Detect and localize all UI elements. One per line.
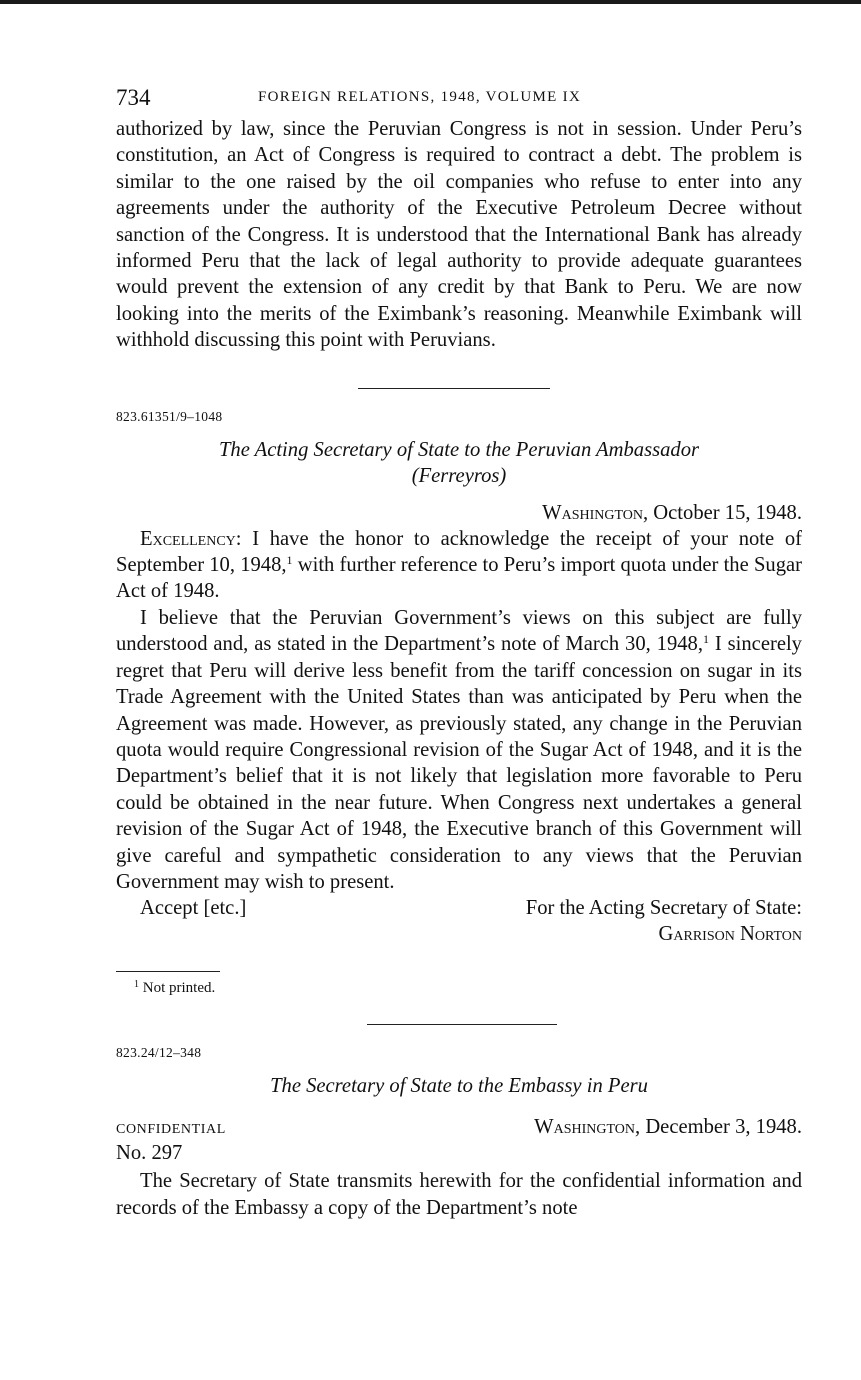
- footnote-reference: 1: [703, 632, 709, 647]
- dateline: [534, 1114, 802, 1140]
- footnote-mark: 1: [134, 979, 139, 991]
- document-823-61351: [116, 409, 802, 998]
- letter-closing: [116, 895, 802, 947]
- paragraph-text: with further reference to Peru’s import quota under the Sugar Act of 1948.: [116, 554, 802, 603]
- document-heading: [116, 437, 802, 489]
- signature-authority: For the Acting Secretary of State:: [525, 897, 802, 920]
- classification-marking: CONFIDENTIAL: [116, 1122, 226, 1138]
- body-paragraph: The Secretary of State transmits herewith for the confidential information and records of the Embassy a copy of the Department’s note: [116, 1170, 802, 1219]
- paragraph-text: I believe that the Peruvian Government’s views on this subject are fully understood and, as stated in the Department’s note of March 30, 1948,: [116, 606, 802, 656]
- heading-recipient-name: (Ferreyros): [411, 464, 507, 487]
- file-number: 823.61351/9–1048: [116, 408, 223, 424]
- page-top-edge: [0, 0, 861, 4]
- document-number: No. 297: [116, 1142, 183, 1165]
- document-page: [116, 80, 802, 1221]
- classification-dateline-row: [116, 1114, 802, 1140]
- file-number: 823.24/12–348: [116, 1045, 202, 1061]
- section-divider: [367, 1024, 557, 1025]
- heading-line: The Acting Secretary of State to the Peruvian Ambassador: [218, 438, 700, 461]
- footnote-reference: 1: [286, 553, 293, 568]
- page-header: [116, 80, 802, 116]
- section-divider: [358, 388, 550, 389]
- signer-name: Garrison Norton: [658, 923, 802, 946]
- continuation-paragraph: authorized by law, since the Peruvian Congress is not in session. Under Peru’s constitution, an Act of Congress is required to contract a debt. The problem is similar to the one raised by the oil companies who refuse to enter into any agreements under the authority of the Executive Petroleum Decree without sanction of the Congress. It is understood that the International Bank has already informed Peru that the lack of legal authority to provide adequate guarantees would prevent the extension of any credit by that Bank to Peru. We are now looking into the merits of the Eximbank’s reasoning. Meanwhile Eximbank will withhold discussing this point with Peruvians.: [116, 118, 802, 352]
- page-number: 734: [116, 85, 151, 110]
- salutation: Excellency: [140, 527, 236, 550]
- letter-paragraph-1: [116, 526, 802, 605]
- dateline: [116, 500, 802, 526]
- letter-paragraph-2: [116, 605, 802, 895]
- footnote: [134, 980, 802, 997]
- dateline-date: , December 3, 1948.: [635, 1116, 802, 1139]
- document-823-24: [116, 1045, 802, 1221]
- dateline-date: , October 15, 1948.: [643, 501, 802, 524]
- paragraph-text: : I have the honor to acknowledge the receipt of your note of September 10, 1948,: [116, 527, 802, 577]
- dateline-place: Washington: [542, 501, 643, 524]
- dateline-place: Washington: [534, 1116, 636, 1139]
- footnote-text: Not printed.: [139, 980, 216, 997]
- paragraph-text: I sincerely regret that Peru will derive less benefit from the tariff concession on sugar in its Trade Agreement with the United States than was anticipated by Peru when the Agreement was made. However, as previously stated, any change in the Peruvian quota would require Congressional revision of the Sugar Act of 1948, and it is the Department’s belief that it is not likely that legislation more favorable to Peru could be obtained in the near future. When Congress next undertakes a general revision of the Sugar Act of 1948, the Executive branch of this Government will give careful and sympathetic consideration to any views that the Peruvian Government may wish to present.: [116, 633, 802, 893]
- complimentary-close: Accept [etc.]: [140, 897, 247, 920]
- footnote-divider: [116, 971, 220, 972]
- document-heading: The Secretary of State to the Embassy in Peru: [270, 1075, 648, 1098]
- running-title: FOREIGN RELATIONS, 1948, VOLUME IX: [258, 89, 582, 105]
